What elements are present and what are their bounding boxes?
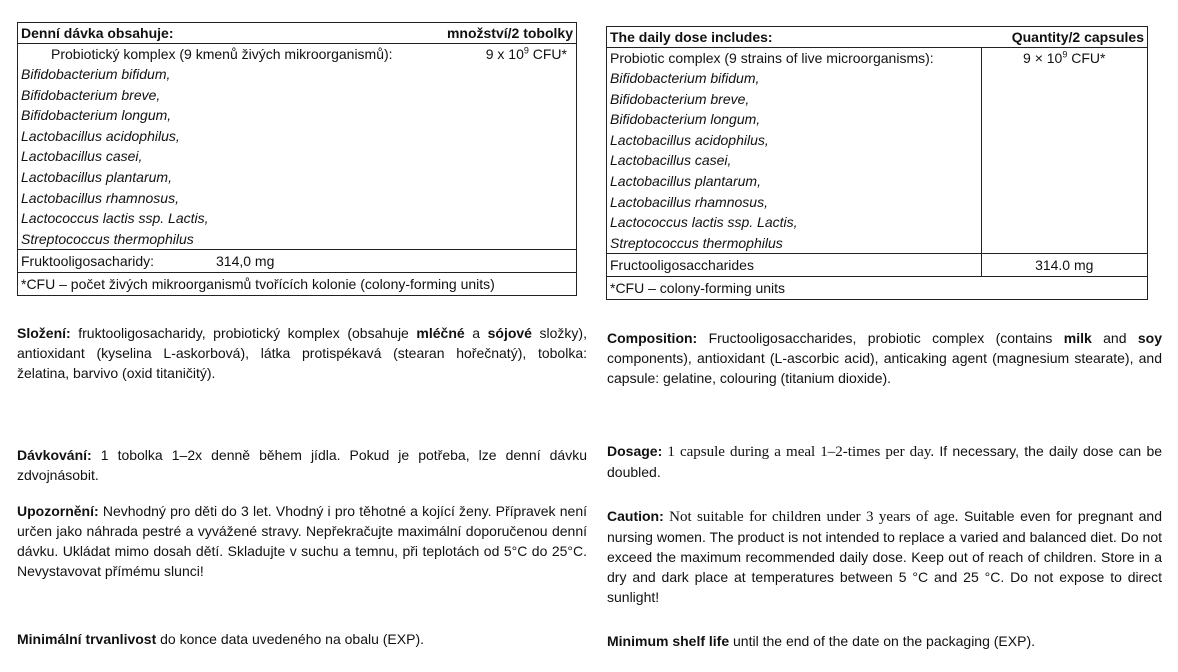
en-strain-list [610, 68, 978, 253]
cz-fos-label: Fruktooligosacharidy: [21, 253, 155, 270]
cz-shelf-life: Minimální trvanlivost do konce data uvedeného na obalu (EXP). [17, 631, 424, 647]
cz-strain: Lactobacillus casei, [21, 148, 143, 165]
en-strain: Bifidobacterium breve, [610, 90, 750, 107]
en-strain: Lactococcus lactis ssp. Lactis, [610, 214, 798, 231]
en-strain: Bifidobacterium bifidum, [610, 70, 760, 86]
cz-header-label: Denní dávka obsahuje: [18, 23, 405, 44]
en-strain: Lactobacillus plantarum, [610, 172, 761, 189]
en-composition: Composition: Fructooligosaccharides, probiotic complex (contains milk and soy components), antioxidant (L-ascorbic acid), anticaking agent (magnesium stearate), and capsule: gelatine, colouring (titanium dioxide). [607, 330, 1162, 386]
en-dosage: Dosage: 1 capsule during a meal 1–2-times per day. If necessary, the daily dose can be doubled. [607, 443, 1163, 480]
cz-footnote: *CFU – počet živých mikroorganismů tvořících kolonie (colony-forming units) [18, 273, 577, 296]
cz-composition: Složení: fruktooligosacharidy, probiotický komplex (obsahuje mléčné a sójové složky), antioxidant (kyselina L-askorbová), látka protispékavá (stearan hořečnatý), tobolka: želatina, barvivo (oxid titaničitý). [17, 325, 587, 381]
cz-caution: Upozornění: Nevhodný pro děti do 3 let. Vhodný i pro těhotné a kojící ženy. Přípravek není určen jako náhrada pestré a vyvážené stravy. Nepřekračujte maximální doporučenou denní dávku. Ukládat mimo dosah dětí. Skladujte v suchu a temnu, při teplotách od 5°C do 25°C. Nevystavovat přímému slunci! [17, 503, 587, 579]
cz-complex-label: Probiotický komplex (9 kmenů živých mikroorganismů): [51, 46, 393, 62]
cz-strain: Bifidobacterium breve, [21, 86, 161, 103]
english-column [606, 26, 1148, 300]
en-fos-label: Fructooligosaccharides [607, 254, 982, 277]
cz-dosage: Dávkování: 1 tobolka 1–2x denně během jídla. Pokud je potřeba, lze denní dávku zdvojnásobit. [17, 447, 587, 483]
en-nutrition-table [606, 26, 1148, 300]
en-complex-label: Probiotic complex (9 strains of live microorganisms): [610, 50, 934, 66]
cz-complex-value: 9 x $10^9$ CFU* [485, 45, 567, 62]
cz-table-header [18, 23, 577, 44]
en-header-label: The daily dose includes: [607, 27, 982, 48]
en-fos-row [607, 254, 1148, 277]
cz-strain: Lactobacillus rhamnosus, [21, 189, 179, 206]
cz-complex-row [18, 44, 577, 250]
cz-strain: Lactobacillus plantarum, [21, 168, 172, 185]
cz-header-qty: množství/2 tobolky [404, 23, 577, 44]
cz-fos-row [18, 250, 577, 273]
cz-strain: Lactobacillus acidophilus, [21, 127, 180, 144]
en-header-qty: Quantity/2 capsules [981, 27, 1148, 48]
en-strain: Lactobacillus rhamnosus, [610, 193, 768, 210]
en-strain: Lactobacillus casei, [610, 152, 732, 169]
en-footnote-row [607, 277, 1148, 300]
cz-nutrition-table [17, 22, 577, 296]
en-strain: Streptococcus thermophilus [610, 234, 783, 251]
cz-footnote-row [18, 273, 577, 296]
en-caution: Caution: Not suitable for children under 3 years of age. Suitable even for pregnant and nursing women. The product is not intended to replace a varied and balanced diet. Do not exceed the maximum recommended daily dose. Keep out of reach of children. Store in a dry and dark place at temperatures between 5 °C and 25 °C. Do not expose to direct sunlight! [607, 508, 1162, 605]
en-table-header [607, 27, 1148, 48]
czech-column [17, 22, 577, 296]
cz-strain: Streptococcus thermophilus [21, 230, 194, 247]
en-fos-value: 314.0 mg [981, 254, 1148, 277]
cz-strain: Lactococcus lactis ssp. Lactis, [21, 210, 209, 227]
en-complex-value: $9 \times 10^9$ CFU* [981, 48, 1148, 254]
en-strain: Lactobacillus acidophilus, [610, 131, 769, 148]
en-footnote: *CFU – colony-forming units [607, 277, 1148, 300]
cz-fos-value: 314,0 mg [216, 253, 275, 270]
cz-strain: Bifidobacterium bifidum, [21, 66, 171, 82]
en-strain: Bifidobacterium longum, [610, 111, 761, 128]
cz-strain-list [21, 64, 573, 249]
en-shelf-life: Minimum shelf life until the end of the date on the packaging (EXP). [607, 633, 1035, 649]
cz-strain: Bifidobacterium longum, [21, 107, 172, 124]
en-complex-row [607, 48, 1148, 254]
